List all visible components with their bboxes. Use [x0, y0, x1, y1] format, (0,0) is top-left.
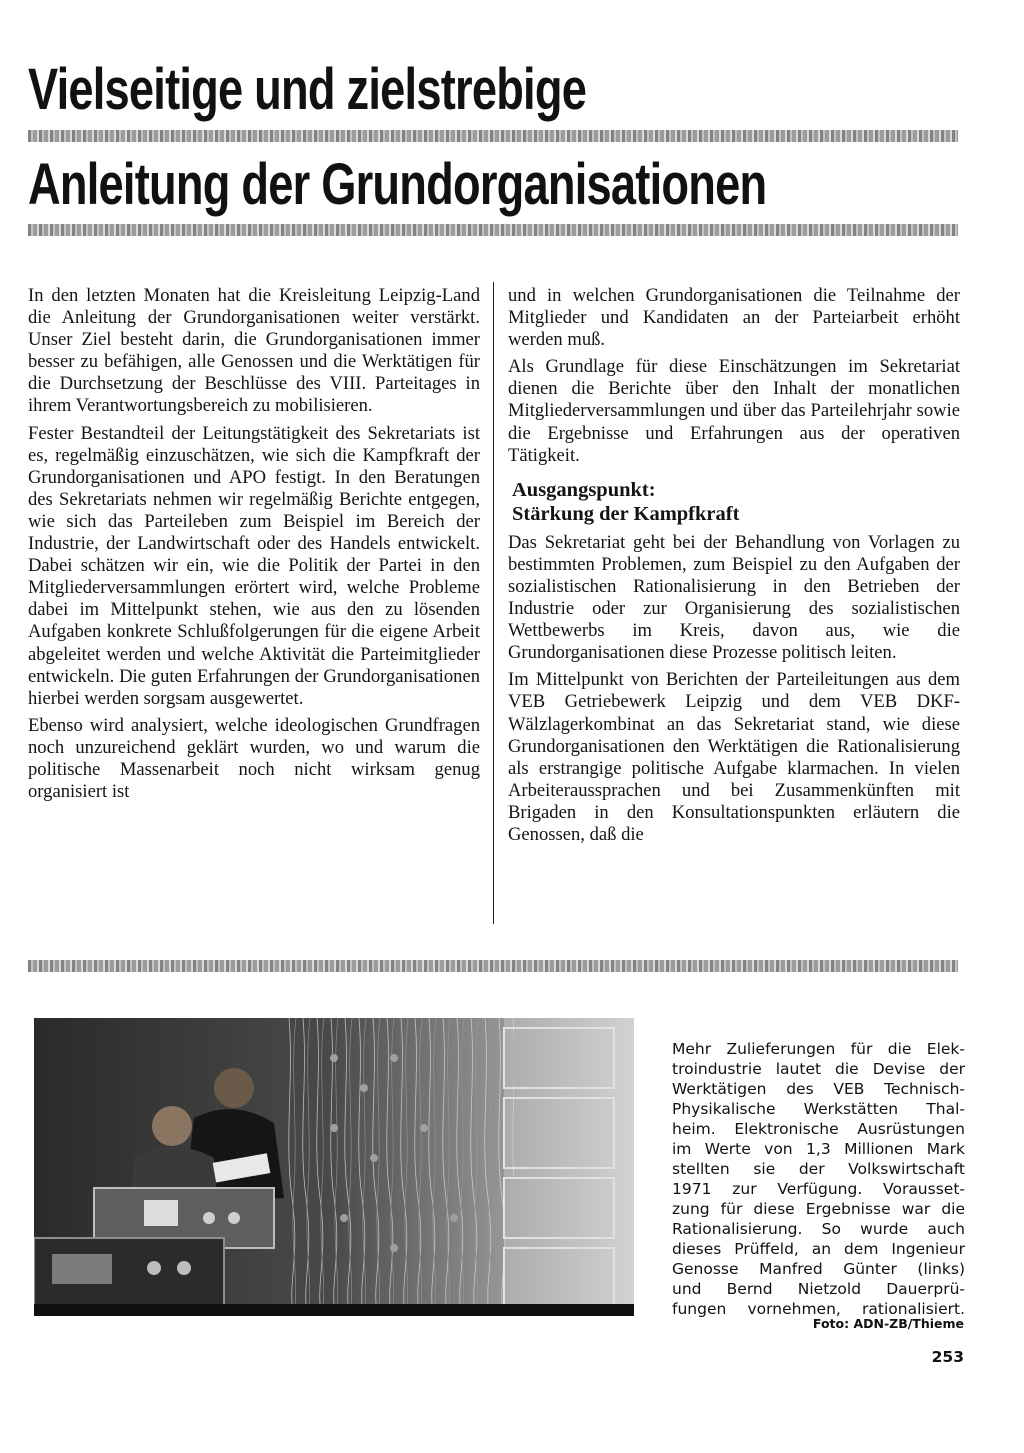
photo-caption: [672, 1039, 965, 1319]
article-paragraph: Ebenso wird analysiert, welche ideologischen Grundfragen noch unzureichend geklärt wurden, wo und warum die politische Massenarbeit noch nicht wirksam genug organisiert ist: [28, 714, 480, 803]
section-rule: [28, 960, 958, 972]
caption-line: und Bernd Nietzold Dauerprü-: [672, 1280, 965, 1298]
article-paragraph: Im Mittelpunkt von Berichten der Parteileitungen aus dem VEB Getriebewerk Leipzig und dem VEB DKF-Wälzlagerkombinat an das Sekretariat stand, wie diese Grundorganisationen den Werktätigen die Rationalisierung als erstrangige politische Aufgabe klarmachen. In vielen Arbeiteraussprachen und bei Zusammenkünften mit Brigaden in den Konsultationspunkten erläutern die Genossen, daß die: [508, 669, 960, 845]
caption-line: Physikalische Werkstätten Thal-: [672, 1100, 965, 1118]
caption-line: troindustrie lautet die Devise der: [672, 1060, 965, 1078]
article-paragraph: In den letzten Monaten hat die Kreisleitung Leipzig-Land die Anleitung der Grundorganisationen weiter verstärkt. Unser Ziel besteht darin, die Grundorganisationen immer besser zu befähigen, alle Genossen und die Werktätigen für die Durchsetzung der Beschlüsse des VIII. Parteitages in ihrem Verantwortungsbereich zu mobilisieren.: [28, 285, 480, 417]
headline-line-1: Vielseitige und zielstrebige: [28, 57, 587, 122]
subheading-line-2: Stärkung der Kampfkraft: [512, 502, 740, 525]
headline-rule-1: [28, 130, 958, 142]
caption-line: heim. Elektronische Ausrüstungen: [672, 1120, 965, 1138]
caption-line: zung für diese Ergebnisse war die: [672, 1200, 965, 1218]
article-paragraph: Das Sekretariat geht bei der Behandlung von Vorlagen zu bestimmten Problemen, zum Beispiel zu den Aufgaben der sozialistischen Rationalisierung in den Betrieben der Industrie oder zur Organisierung des sozialistischen Wettbewerbs im Kreis, davon aus, wie die Grundorganisationen diese Prozesse politisch leiten.: [508, 531, 960, 664]
article-paragraph: und in welchen Grundorganisationen die Teilnahme der Mitglieder und Kandidaten an der Parteiarbeit erhöht werden muß.: [508, 285, 960, 351]
caption-line: Werktätigen des VEB Technisch-: [672, 1080, 965, 1098]
article-paragraph: Fester Bestandteil der Leitungstätigkeit des Sekretariats ist es, regelmäßig einzuschätzen, wie sich die Kampfkraft der Grundorganisationen und APO festigt. In den Beratungen des Sekretariats nehmen wir regelmäßig Berichte entgegen, wie sich das Parteileben zum Beispiel im Bereich der Industrie, der Landwirtschaft oder des Handels entwickelt. Dabei schätzen wir ein, wie die Politik der Partei in den Mitgliederversammlungen erörtert wird, welche Probleme dabei im Mittelpunkt stehen, wie aus den zu lösenden Aufgaben konkrete Schlußfolgerungen für die eigene Arbeit abgeleitet werden und welche Aktivität die Parteimitglieder entwickeln. Die guten Erfahrungen der Grundorganisationen hierbei werden sorgsam ausgewertet.: [28, 422, 480, 709]
headline-line-2: Anleitung der Grundorganisationen: [28, 152, 767, 217]
photo-credit: Foto: ADN-ZB/Thieme: [812, 1316, 964, 1331]
caption-line: stellten sie der Volkswirtschaft: [672, 1160, 965, 1178]
column-divider: [493, 282, 494, 924]
caption-line: Rationalisierung. So wurde auch: [672, 1220, 965, 1238]
lab-photo: [34, 1018, 634, 1316]
article-column-right: [508, 285, 960, 851]
headline-rule-2: [28, 224, 958, 236]
caption-line: 1971 zur Verfügung. Vorausset-: [672, 1180, 965, 1198]
caption-line: Genosse Manfred Günter (links): [672, 1260, 965, 1278]
caption-line: fungen vornehmen, rationalisiert.: [672, 1300, 965, 1318]
page-number: 253: [931, 1348, 964, 1366]
section-subheading: [512, 478, 960, 526]
caption-line: dieses Prüffeld, an dem Ingenieur: [672, 1240, 965, 1258]
caption-line: Mehr Zulieferungen für die Elek-: [672, 1040, 965, 1058]
article-column-left: [28, 285, 480, 808]
photo-illustration: [34, 1018, 634, 1316]
article-paragraph: Als Grundlage für diese Einschätzungen im Sekretariat dienen die Berichte über den Inhalt der monatlichen Mitgliederversammlungen und über das Parteilehrjahr sowie die Ergebnisse und Erfahrungen aus der operativen Tätigkeit.: [508, 356, 960, 466]
subheading-line-1: Ausgangspunkt:: [512, 478, 656, 501]
caption-line: im Werte von 1,3 Millionen Mark: [672, 1140, 965, 1158]
